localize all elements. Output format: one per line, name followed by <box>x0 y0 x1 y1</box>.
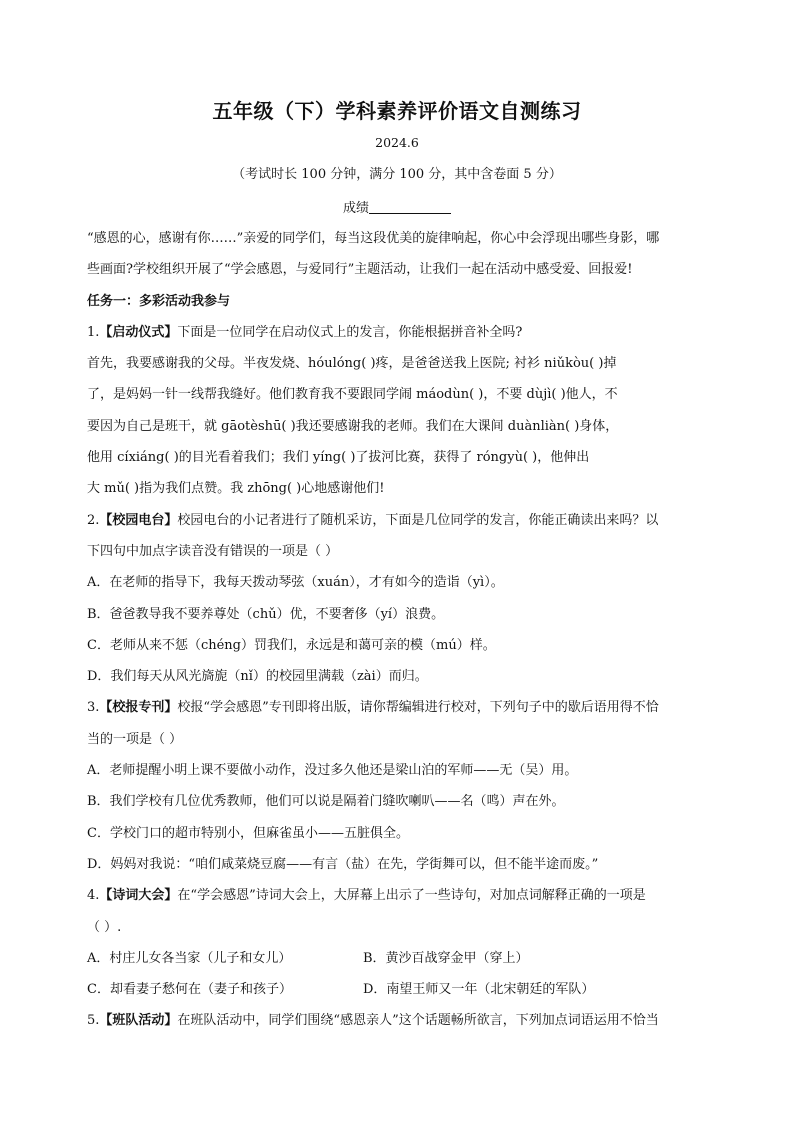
q5-stem <box>87 1005 711 1036</box>
q5-text: 在班队活动中，同学们围绕“感恩亲人”这个话题畅所欲言，下列加点词语运用不恰当 <box>177 1013 659 1029</box>
q2-stem-cont: 下四句中加点字读音没有错误的一项是（ ） <box>87 543 339 559</box>
q2-text: 校园电台的小记者进行了随机采访，下面是几位同学的发言，你能正确读出来吗？以 <box>177 512 659 528</box>
q2-stem <box>87 505 711 536</box>
intro-line-1: “感恩的心，感谢有你……”亲爱的同学们，每当这段优美的旋律响起，你心中会浮现出哪些身影，哪 <box>87 231 660 246</box>
q3-option-b[interactable]: B．我们学校有几位优秀教师，他们可以说是隔着门缝吹喇叭——名（鸣）声在外。 <box>87 794 565 810</box>
q2-option-a[interactable]: A．在老师的指导下，我每天拨动琴弦（xuán），才有如今的造诣（yì）。 <box>87 575 504 591</box>
q2-number: 2. <box>87 512 100 528</box>
q3-number: 3. <box>87 700 100 716</box>
exam-body <box>87 223 711 1037</box>
q4-options-row-2 <box>87 974 711 1005</box>
q1-line: 了，是妈妈一针一线帮我缝好。他们教育我不要跟同学闹 máodùn( )，不要 dùjì( )他人，不 <box>87 387 618 403</box>
score-label: 成绩 <box>342 201 369 216</box>
q4-tag: 【诗词大会】 <box>99 888 178 904</box>
q1-tag: 【启动仪式】 <box>99 324 178 340</box>
q4-option-c[interactable]: C．却看妻子愁何在（妻子和孩子） <box>87 982 292 998</box>
q5-number: 5. <box>87 1013 100 1029</box>
q4-stem <box>87 880 711 911</box>
q1-line: 他用 cíxiáng( )的目光看着我们；我们 yíng( )了拔河比赛，获得了 róngyù( )，他伸出 <box>87 450 590 466</box>
q2-option-c[interactable]: C．老师从来不惩（chéng）罚我们，永远是和蔼可亲的模（mú）样。 <box>87 637 496 653</box>
q4-option-a[interactable]: A．村庄儿女各当家（儿子和女儿） <box>87 950 292 966</box>
q4-text: 在“学会感恩”诗词大会上，大屏幕上出示了一些诗句，对加点词解释正确的一项是 <box>177 888 646 904</box>
q3-tag: 【校报专刊】 <box>99 700 178 716</box>
score-blank[interactable] <box>369 201 451 214</box>
q3-text: 校报“学会感恩”专刊即将出版，请你帮编辑进行校对，下列句子中的歇后语用得不恰 <box>177 700 659 716</box>
page-title: 五年级（下）学科素养评价语文自测练习 <box>212 99 582 123</box>
q5-tag: 【班队活动】 <box>99 1013 178 1029</box>
q4-stem-cont: （ ）. <box>87 919 122 935</box>
q4-number: 4. <box>87 888 100 904</box>
q1-text: 下面是一位同学在启动仪式上的发言，你能根据拼音补全吗? <box>177 324 523 340</box>
intro-line-2: 些画面?学校组织开展了“学会感恩，与爱同行”主题活动，让我们一起在活动中感受爱、回报爱! <box>87 262 633 278</box>
q3-stem-cont: 当的一项是（ ） <box>87 731 183 747</box>
q4-option-b[interactable]: B．黄沙百战穿金甲（穿上） <box>363 950 529 966</box>
q4-option-d[interactable]: D．南望王师又一年（北宋朝廷的军队） <box>363 982 595 998</box>
q3-option-d[interactable]: D．妈妈对我说：“咱们咸菜烧豆腐——有言（盐）在先，学街舞可以，但不能半途而废。” <box>87 856 599 872</box>
score-line <box>0 197 794 216</box>
q1-stem <box>87 317 711 348</box>
q4-options-row-1 <box>87 943 711 974</box>
q3-option-c[interactable]: C．学校门口的超市特别小，但麻雀虽小——五脏俱全。 <box>87 825 409 841</box>
q2-option-d[interactable]: D．我们每天从风光旖旎（nǐ）的校园里满载（zài）而归。 <box>87 669 428 685</box>
q1-line: 要因为自己是班干，就 gāotèshū( )我还要感谢我的老师。我们在大课间 duànliàn( )身体， <box>87 418 619 434</box>
exam-date: 2024.6 <box>375 135 419 150</box>
q2-tag: 【校园电台】 <box>99 512 178 528</box>
task1-title: 任务一：多彩活动我参与 <box>87 293 231 309</box>
q1-line: 大 mǔ( )指为我们点赞。我 zhōng( )心地感谢他们! <box>87 481 385 497</box>
q2-option-b[interactable]: B．爸爸教导我不要养尊处（chǔ）优，不要奢侈（yí）浪费。 <box>87 606 445 622</box>
q1-line: 首先，我要感谢我的父母。半夜发烧、hóulóng( )疼，是爸爸送我上医院; 衬衫 niǔkòu( )掉 <box>87 356 617 372</box>
q1-number: 1. <box>87 324 100 340</box>
q3-option-a[interactable]: A．老师提醒小明上课不要做小动作，没过多久他还是梁山泊的军师——无（吴）用。 <box>87 763 578 779</box>
exam-note: （考试时长 100 分钟，满分 100 分，其中含卷面 5 分） <box>232 167 562 182</box>
q3-stem <box>87 692 711 723</box>
